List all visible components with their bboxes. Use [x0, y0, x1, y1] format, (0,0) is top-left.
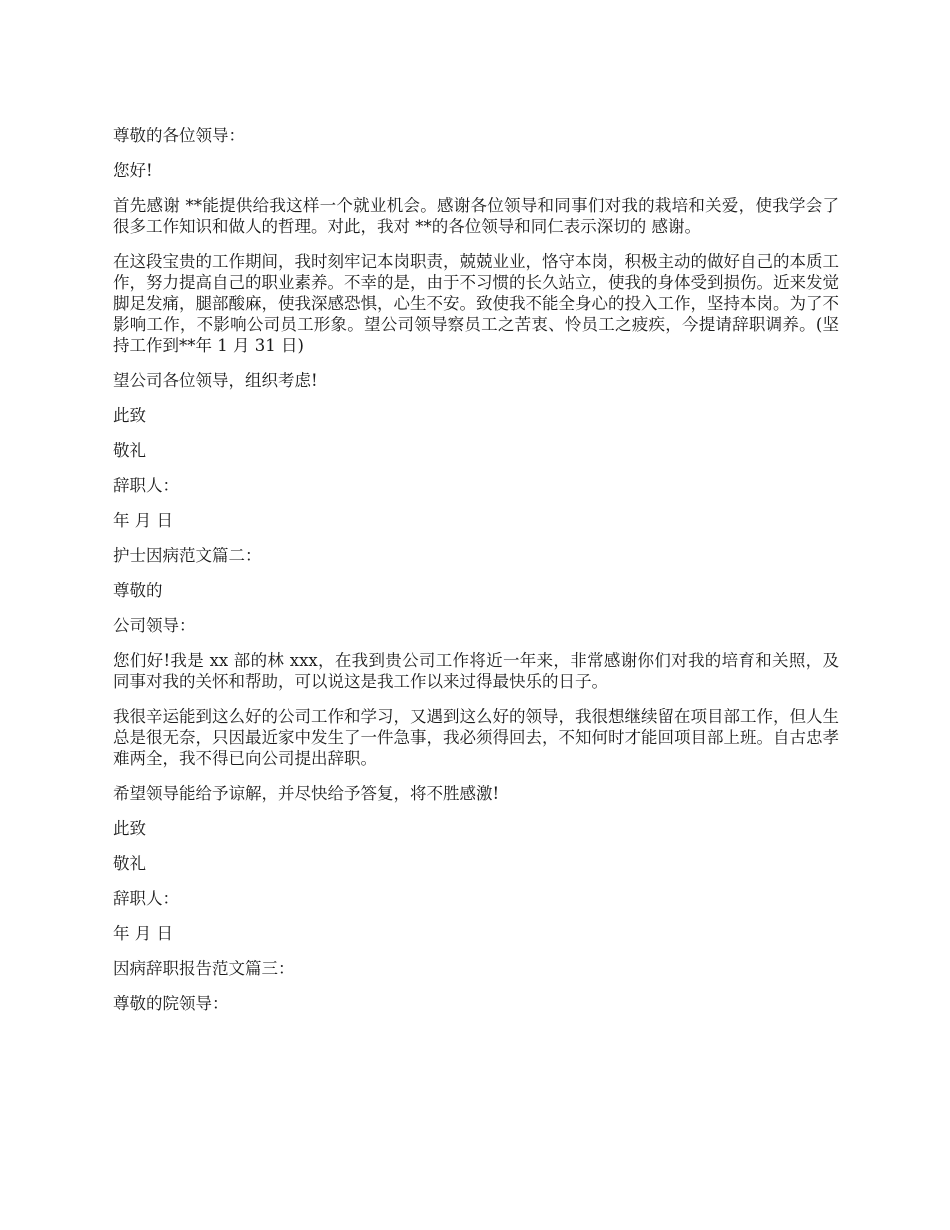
greeting: 您好!	[113, 161, 153, 180]
body-paragraph: 我很辛运能到这么好的公司工作和学习，又遇到这么好的领导，我很想继续留在项目部工作，但人生总是很无奈，只因最近家中发生了一件急事，我必须得回去，不知何时才能回项目部上班。自古忠孝难两全，我不得已向公司提出辞职。	[113, 707, 839, 768]
salutation: 尊敬的院领导：	[113, 994, 229, 1013]
document-body	[113, 125, 839, 1028]
body-paragraph: 在这段宝贵的工作期间，我时刻牢记本岗职责，兢兢业业，恪守本岗，积极主动的做好自己的本质工作，努力提高自己的职业素养。不幸的是，由于不习惯的长久站立，使我的身体受到损伤。近来发觉脚足发痛，腿部酸麻，使我深感恐惧，心生不安。致使我不能全身心的投入工作，坚持本岗。为了不影响工作，不影响公司员工形象。望公司领导察员工之苦衷、怜员工之疲疾，今提请辞职调养。(坚持工作到**年 1 月 31 日)	[113, 252, 839, 355]
section-heading: 护士因病范文篇二：	[113, 546, 262, 565]
section-heading: 因病辞职报告范文篇三：	[113, 959, 295, 978]
closing: 此致	[113, 819, 146, 838]
salutation: 尊敬的各位领导：	[113, 126, 245, 145]
closing: 敬礼	[113, 854, 146, 873]
body-paragraph: 您们好!我是 xx 部的林 xxx，在我到贵公司工作将近一年来，非常感谢你们对我的培育和关照，及同事对我的关怀和帮助，可以说这是我工作以来过得最快乐的日子。	[113, 651, 839, 691]
date-line: 年 月 日	[113, 924, 173, 943]
body-paragraph: 首先感谢 **能提供给我这样一个就业机会。感谢各位领导和同事们对我的栽培和关爱，使我学会了很多工作知识和做人的哲理。对此，我对 **的各位领导和同仁表示深切的 感谢。	[113, 196, 839, 236]
date-line: 年 月 日	[113, 511, 173, 530]
salutation: 公司领导：	[113, 616, 196, 635]
closing: 此致	[113, 406, 146, 425]
salutation: 尊敬的	[113, 581, 163, 600]
closing: 敬礼	[113, 441, 146, 460]
body-paragraph: 希望领导能给予谅解，并尽快给予答复，将不胜感激!	[113, 784, 500, 803]
body-paragraph: 望公司各位领导，组织考虑!	[113, 371, 318, 390]
signature-line: 辞职人：	[113, 476, 179, 495]
signature-line: 辞职人：	[113, 889, 179, 908]
